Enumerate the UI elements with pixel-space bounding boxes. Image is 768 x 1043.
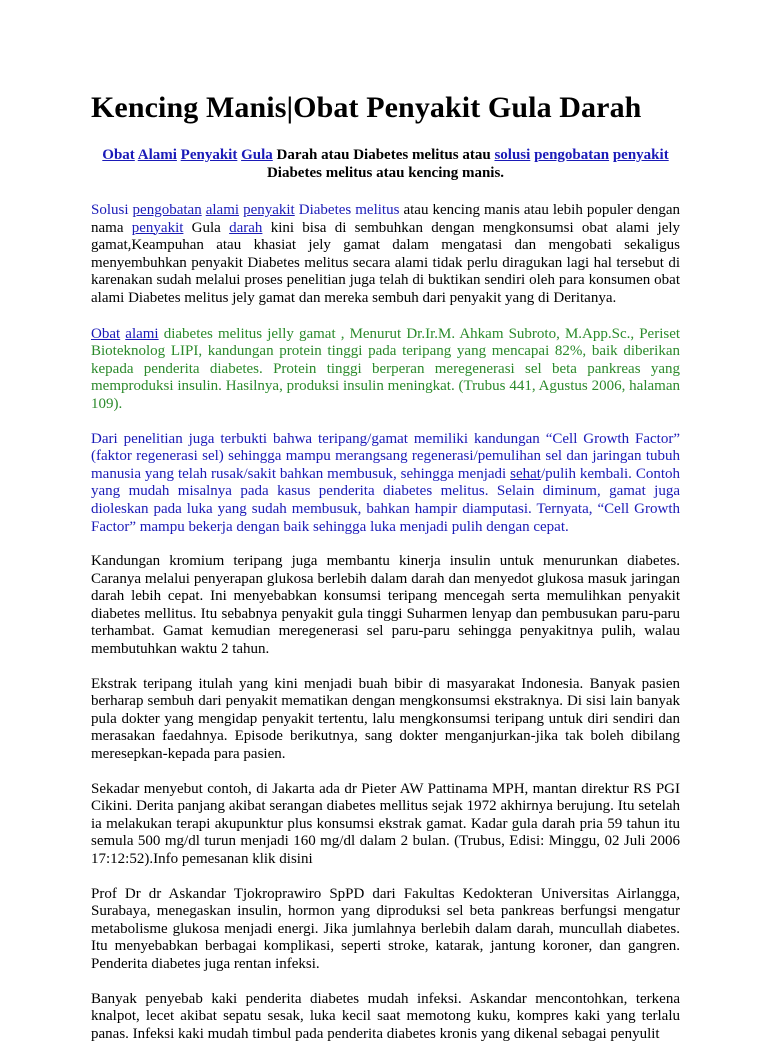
p3-text-2: /pulih kembali. Contoh yang mudah misalnya pada kasus penderita diabetes melitus. Selain diminum, gamat juga dioleskan pada luka yang sudah membusuk, bahkan hampir diamputasi. Ternyata, “Cell Growth Factor” mampu bekerja dengan baik sehingga luka menjadi pulih dengan cepat. — [91, 465, 680, 535]
paragraph-5: Ekstrak teripang itulah yang kini menjadi buah bibir di masyarakat Indonesia. Banyak pasien berharap sembuh dari penyakit mematikan dengan mengkonsumsi ekstraknya. Di sisi lain banyak pula dokter yang mengidap penyakit tertentu, lalu mengkonsumsi teripang untuk diri sendiri dan merasakan faedahnya. Episode berikutnya, sang dokter menganjurkan-jika tak boleh dibilang meresepkan-kepada para pasien. — [91, 675, 680, 763]
link-obat[interactable]: Obat — [102, 147, 135, 163]
link-penyakit-2[interactable]: penyakit — [612, 147, 669, 163]
subtitle-text-1: Darah atau Diabetes melitus atau — [276, 147, 491, 163]
p1-link-alami[interactable]: alami — [205, 202, 240, 218]
p1-text-2: atau kencing manis atau lebih populer dengan nama — [91, 202, 681, 236]
p2-link-alami[interactable]: alami — [125, 325, 159, 342]
p1-link-pengobatan[interactable]: pengobatan — [132, 202, 202, 218]
p3-link-sehat[interactable]: sehat — [510, 465, 541, 482]
link-pengobatan[interactable]: pengobatan — [534, 147, 610, 163]
link-alami[interactable]: Alami — [137, 147, 177, 163]
link-solusi[interactable]: solusi — [494, 147, 531, 163]
p2-link-obat[interactable]: Obat — [91, 325, 121, 342]
p3-text-1: Dari penelitian juga terbukti bahwa teripang/gamat memiliki kandungan “Cell Growth Factor” (faktor regenerasi sel) sehingga mampu merangsang regenerasi/pemulihan sel dan jaringan tubuh manusia yang telah rusak/sakit bahkan membusuk, sehingga menjadi — [91, 430, 680, 482]
p1-link-penyakit[interactable]: penyakit — [243, 202, 295, 218]
p1-link-penyakit-2[interactable]: penyakit — [131, 219, 184, 236]
p1-link-darah[interactable]: darah — [229, 219, 263, 236]
paragraph-2 — [91, 326, 680, 414]
paragraph-4: Kandungan kromium teripang juga membantu kinerja insulin untuk menurunkan diabetes. Caranya melalui penyerapan glukosa berlebih dalam darah dan menyedot glukosa masuk jaringan darah lebih cepat. Ini menyebabkan konsumsi teripang mencegah serta memulihkan penyakit diabetes mellitus. Itu sebabnya penyakit gula tinggi Suharmen lenyap dan pembusukan paru-paru terhambat. Gamat kemudian meregenerasi sel paru-paru sehingga penyakitnya pulih, walau membutuhkan waktu 2 tahun. — [91, 553, 680, 658]
p1-text-3: Gula — [191, 219, 221, 236]
paragraph-1 — [91, 202, 680, 308]
p2-text: diabetes melitus jelly gamat , Menurut Dr.Ir.M. Ahkam Subroto, M.App.Sc., Periset Bioteknolog LIPI, kandungan protein tinggi pada teripang yang mencapai 82%, baik diberikan kepada penderita diabetes. Protein tinggi berperan meregenerasi sel beta pankreas yang memproduksi insulin. Hasilnya, produksi insulin meningkat. (Trubus 441, Agustus 2006, halaman 109). — [91, 325, 681, 412]
link-gula[interactable]: Gula — [241, 147, 273, 163]
paragraph-6: Sekadar menyebut contoh, di Jakarta ada dr Pieter AW Pattinama MPH, mantan direktur RS PGI Cikini. Derita panjang akibat serangan diabetes mellitus sejak 1972 akhirnya berujung. Itu setelah ia melakukan terapi akupunktur plus konsumsi ekstrak gamat. Kadar gula darah pria 59 tahun itu semula 500 mg/dl turun menjadi 160 mg/dl dalam 2 bulan. (Trubus, Edisi: Minggu, 02 Juli 2006 17:12:52).Info pemesanan klik disini — [91, 780, 680, 867]
paragraph-3 — [91, 431, 680, 537]
p1-text-4: kini bisa di sembuhkan dengan mengkonsumsi obat alami jely gamat,Keampuhan atau khasiat jely gamat dalam mengatasi dan mengobati sekaligus menyembuhkan penyakit Diabetes melitus secara alami tidak perlu diragukan lagi hal tersebut di karenakan sudah melalui proses penelitian juga telah di buktikan sendiri oleh para konsumen obat alami Diabetes melitus jely gamat dan mereka sembuh dari penyakit yang di Deritanya. — [91, 219, 681, 306]
paragraph-7: Prof Dr dr Askandar Tjokroprawiro SpPD dari Fakultas Kedokteran Universitas Airlangga, Surabaya, menegaskan insulin, hormon yang diproduksi sel beta pankreas berfungsi mengatur metabolisme glukosa menjadi energi. Jika jumlahnya berlebih dalam darah, muncullah diabetes. Itu menyebabkan berbagai komplikasi, seperti stroke, katarak, jantung koroner, dan gangren. Penderita diabetes juga rentan infeksi. — [91, 885, 680, 972]
p1-text-1: Diabetes melitus — [298, 202, 400, 218]
subtitle — [91, 146, 680, 182]
subtitle-text-2: Diabetes melitus atau kencing manis. — [266, 165, 505, 181]
page-title: Kencing Manis|Obat Penyakit Gula Darah — [91, 91, 642, 124]
link-penyakit[interactable]: Penyakit — [180, 147, 238, 163]
p1-lead: Solusi — [91, 202, 129, 218]
paragraph-8: Banyak penyebab kaki penderita diabetes mudah infeksi. Askandar mencontohkan, terkena knalpot, lecet akibat sepatu sesak, luka kecil saat memotong kuku, kompres kaki yang terlalu panas. Infeksi kaki mudah timbul pada penderita diabetes kronis yang dikenal sebagai penyulit — [91, 990, 680, 1042]
